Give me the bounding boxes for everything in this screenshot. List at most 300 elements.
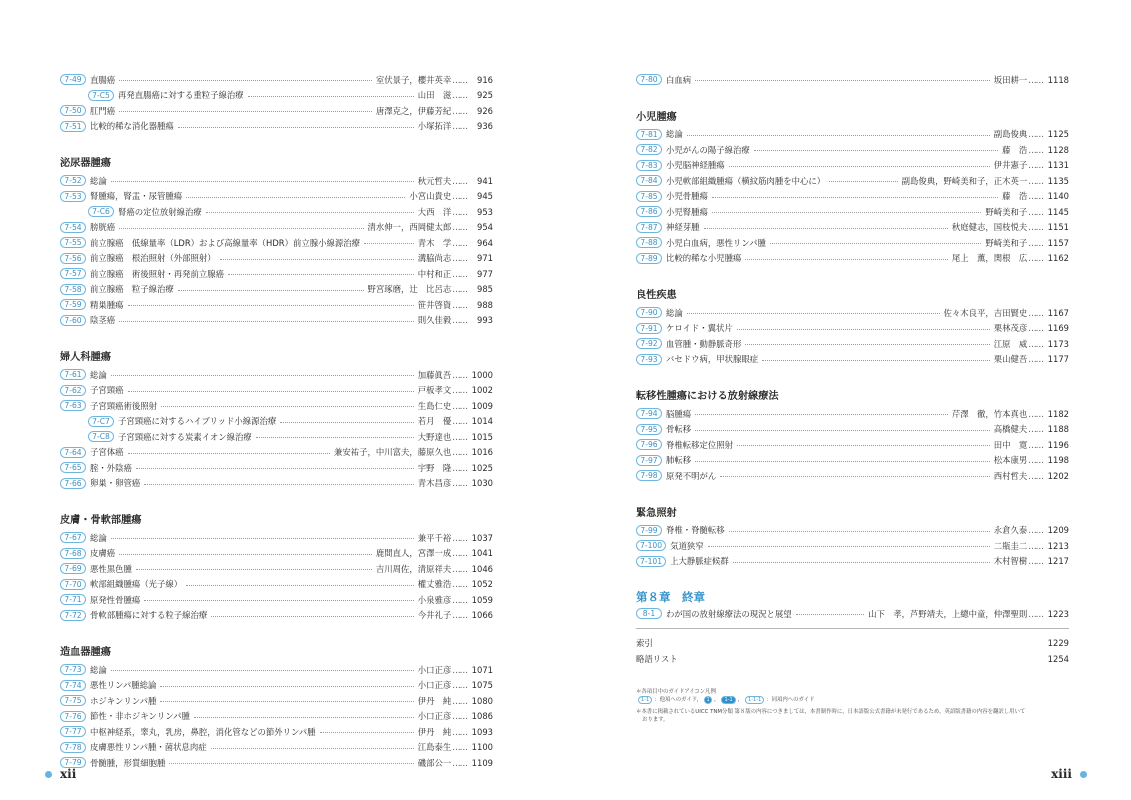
section-badge[interactable]: 7-C6	[88, 206, 114, 217]
icon-legend-notes	[636, 688, 1076, 724]
entry-title: 骨転移	[666, 424, 692, 435]
toc-entry[interactable]	[60, 251, 493, 267]
entry-page-number: 925	[477, 90, 493, 101]
toc-entry[interactable]	[636, 142, 1069, 158]
toc-entry[interactable]	[60, 103, 493, 119]
dot-leader	[160, 686, 413, 687]
toc-entry[interactable]	[636, 204, 1069, 220]
entry-authors: 兼安祐子，中川富夫，藤原久也	[334, 447, 452, 458]
section-badge[interactable]: 7-83	[636, 160, 662, 171]
section-badge[interactable]: 7-53	[60, 191, 86, 202]
entry-page-number: 971	[477, 253, 493, 264]
entry-authors: 室伏景子，櫻井英幸	[375, 74, 452, 85]
toc-section	[636, 506, 1069, 570]
dot-leader	[796, 614, 865, 615]
entry-page-number: 1014	[471, 416, 493, 427]
toc-entry[interactable]	[60, 740, 493, 756]
trailing-dots: ……	[452, 579, 467, 590]
entry-page-number: 1167	[1047, 307, 1069, 318]
section-badge[interactable]: 7-86	[636, 206, 662, 217]
entry-authors: 宇野 隆	[417, 462, 452, 473]
section-heading: 緊急照射	[636, 507, 677, 519]
trailing-dots: ……	[1028, 608, 1043, 619]
trailing-dots: ……	[452, 416, 467, 427]
entry-page-number: 1052	[471, 579, 493, 590]
trailing-dots: ……	[452, 105, 467, 116]
section-badge[interactable]: 7-80	[636, 74, 662, 85]
entry-title: 総論	[90, 532, 107, 543]
trailing-dots: ……	[452, 253, 467, 264]
section-badge[interactable]: 7-65	[60, 462, 86, 473]
trailing-dots: ……	[452, 369, 467, 380]
trailing-dots: ……	[452, 757, 467, 768]
toc-entry[interactable]	[636, 523, 1069, 539]
dot-leader	[770, 243, 981, 244]
section-badge[interactable]: 7-50	[60, 105, 86, 116]
entry-title: 肛門癌	[90, 105, 116, 116]
entry-page-number: 1009	[471, 400, 493, 411]
toc-entry[interactable]	[60, 173, 493, 189]
entry-page-number: 1177	[1047, 354, 1069, 365]
toc-entry[interactable]	[60, 383, 493, 399]
dot-leader	[220, 259, 414, 260]
entry-authors: 加藤眞吾	[417, 369, 452, 380]
entry-authors: 鹿間直人，宮澤一成	[375, 548, 452, 559]
toc-entry[interactable]	[636, 220, 1069, 236]
entry-authors: 今井礼子	[417, 610, 452, 621]
entry-title: 子宮頸癌に対するハイブリッド小線源治療	[118, 416, 277, 427]
section-badge[interactable]: 7-56	[60, 253, 86, 264]
entry-authors: 青木昌彦	[417, 478, 452, 489]
section-badge[interactable]: 7-51	[60, 121, 86, 132]
entry-authors: 秋庭健志，国枝悦夫	[951, 222, 1028, 233]
entry-page-number: 1025	[471, 462, 493, 473]
entry-page-number: 1202	[1047, 470, 1069, 481]
toc-entry[interactable]	[60, 313, 493, 329]
section-badge[interactable]: 7-49	[60, 74, 86, 85]
toc-entry[interactable]	[60, 445, 493, 461]
dot-leader	[729, 166, 990, 167]
entry-page-number: 1157	[1047, 237, 1069, 248]
entry-title: 卵巣・卵管癌	[90, 478, 141, 489]
dot-leader	[128, 305, 414, 306]
section-badge[interactable]: 7-74	[60, 680, 86, 691]
trailing-dots: ……	[452, 385, 467, 396]
entry-authors: 栗山健吾	[993, 354, 1028, 365]
entry-title: 小児腎腫瘍	[666, 206, 708, 217]
toc-section	[60, 513, 493, 623]
dot-leader	[128, 391, 414, 392]
section-badge[interactable]: 7-71	[60, 594, 86, 605]
entry-page-number: 1071	[471, 664, 493, 675]
section-badge[interactable]: 7-100	[636, 540, 666, 551]
toc-entry[interactable]	[636, 437, 1069, 453]
section-badge[interactable]: 7-93	[636, 354, 662, 365]
entry-page-number: 1198	[1047, 455, 1069, 466]
entry-authors: 若月 優	[417, 416, 452, 427]
entry-page-number: 1145	[1047, 206, 1069, 217]
toc-entry[interactable]	[636, 352, 1069, 368]
entry-page-number: 953	[477, 206, 493, 217]
section-heading: 泌尿器腫瘍	[60, 158, 111, 169]
toc-entry[interactable]	[60, 709, 493, 725]
section-badge[interactable]: 7-59	[60, 299, 86, 310]
section-badge[interactable]: 7-C7	[88, 416, 114, 427]
section-badge[interactable]: 7-64	[60, 447, 86, 458]
entry-authors: 權丈雅浩	[417, 579, 452, 590]
entry-authors: 芹澤 徹，竹本真也	[951, 408, 1028, 419]
section-badge[interactable]: 7-58	[60, 284, 86, 295]
trailing-dots: ……	[1028, 525, 1043, 536]
toc-entry[interactable]	[60, 429, 493, 445]
entry-authors: 松本康男	[993, 455, 1028, 466]
dot-leader	[695, 430, 990, 431]
toc-entry[interactable]	[636, 321, 1069, 337]
entry-page-number: 954	[477, 222, 493, 233]
toc-entry[interactable]	[60, 755, 493, 771]
entry-title: 比較的稀な消化器腫瘍	[90, 121, 174, 132]
toc-entry[interactable]	[636, 468, 1069, 484]
entry-authors: 小口正彦	[417, 711, 452, 722]
trailing-dots: ……	[1028, 556, 1043, 567]
dot-leader	[280, 422, 414, 423]
entry-authors: 大野達也	[417, 431, 452, 442]
section-badge[interactable]: 7-62	[60, 385, 86, 396]
toc-entry[interactable]	[60, 297, 493, 313]
section-badge[interactable]: 7-75	[60, 695, 86, 706]
section-badge[interactable]: 7-94	[636, 408, 662, 419]
toc-entry[interactable]	[60, 204, 493, 220]
entry-title: 肺転移	[666, 455, 692, 466]
entry-authors: 西村哲夫	[993, 470, 1028, 481]
trailing-dots: ……	[1028, 338, 1043, 349]
trailing-dots: ……	[1028, 354, 1043, 365]
toc-entry[interactable]	[636, 72, 1069, 88]
trailing-dots: ……	[1028, 540, 1043, 551]
entry-authors: 清水伸一，西岡健太郎	[367, 222, 452, 233]
section-badge[interactable]: 7-60	[60, 315, 86, 326]
entry-page-number: 1140	[1047, 191, 1069, 202]
trailing-dots: ……	[452, 695, 467, 706]
toc-section	[636, 288, 1069, 367]
section-badge[interactable]: 7-54	[60, 222, 86, 233]
entry-page-number: 941	[477, 175, 493, 186]
entry-authors: 則久佳毅	[417, 315, 452, 326]
entry-title: 再発直腸癌に対する重粒子線治療	[118, 90, 244, 101]
dot-leader	[144, 600, 414, 601]
back-matter-label: 略語リスト	[636, 653, 678, 664]
section-badge[interactable]: 7-77	[60, 726, 86, 737]
entry-page-number: 1066	[471, 610, 493, 621]
toc-section	[60, 350, 493, 491]
toc-entry[interactable]	[60, 561, 493, 577]
trailing-dots: ……	[1028, 424, 1043, 435]
toc-entry[interactable]	[636, 538, 1069, 554]
dot-leader	[136, 468, 414, 469]
toc-entry[interactable]	[60, 189, 493, 205]
trailing-dots: ……	[452, 664, 467, 675]
section-badge[interactable]: 7-66	[60, 478, 86, 489]
trailing-dots: ……	[1028, 237, 1043, 248]
section-heading: 転移性腫瘍における放射線療法	[636, 391, 779, 402]
section-badge[interactable]: 7-63	[60, 400, 86, 411]
toc-entry[interactable]	[60, 608, 493, 624]
entry-title: 小児がんの陽子線治療	[666, 144, 750, 155]
entry-title: わが国の放射線療法の現況と展望	[666, 608, 792, 619]
entry-authors: 小口正彦	[417, 664, 452, 675]
toc-entry[interactable]	[60, 577, 493, 593]
dot-leader	[186, 585, 414, 586]
section-badge[interactable]: 7-101	[636, 556, 666, 567]
entry-title: 前立腺癌 術後照射・再発前立腺癌	[90, 268, 224, 279]
toc-entry[interactable]	[60, 476, 493, 492]
toc-entry[interactable]	[60, 72, 493, 88]
trailing-dots: ……	[452, 726, 467, 737]
dot-leader	[111, 538, 414, 539]
entry-authors: 尾上 薫，関根 広	[951, 253, 1028, 264]
dot-leader	[754, 150, 998, 151]
toc-left-column	[60, 72, 493, 793]
toc-entry[interactable]	[636, 606, 1069, 622]
section-badge[interactable]: 7-69	[60, 563, 86, 574]
trailing-dots: ……	[452, 191, 467, 202]
entry-page-number: 1188	[1047, 424, 1069, 435]
dot-leader	[712, 212, 982, 213]
entry-authors: 藤 浩	[1002, 144, 1028, 155]
trailing-dots: ……	[1028, 455, 1043, 466]
toc-entry[interactable]	[60, 235, 493, 251]
toc-entry[interactable]	[636, 305, 1069, 321]
trailing-dots: ……	[452, 299, 467, 310]
section-badge[interactable]: 7-97	[636, 455, 662, 466]
section-badge[interactable]: 7-99	[636, 525, 662, 536]
trailing-dots: ……	[452, 711, 467, 722]
legend-badge-other: 1-1	[638, 696, 652, 704]
entry-page-number: 1037	[471, 532, 493, 543]
section-badge[interactable]: 7-76	[60, 711, 86, 722]
toc-entry[interactable]	[60, 724, 493, 740]
dot-leader	[128, 453, 331, 454]
section-badge[interactable]: 7-87	[636, 222, 662, 233]
toc-entry[interactable]	[60, 693, 493, 709]
entry-authors: 伊丹 純	[417, 726, 452, 737]
trailing-dots: ……	[452, 175, 467, 186]
dot-leader	[687, 313, 940, 314]
divider	[636, 628, 1069, 629]
section-heading: 小児腫瘍	[636, 111, 677, 123]
toc-section	[636, 110, 1069, 267]
trailing-dots: ……	[452, 462, 467, 473]
toc-entry[interactable]	[60, 282, 493, 298]
entry-title: 血管腫・動静脈奇形	[666, 338, 742, 349]
entry-page-number: 1182	[1047, 408, 1069, 419]
section-badge[interactable]: 7-90	[636, 307, 662, 318]
toc-entry[interactable]	[636, 189, 1069, 205]
toc-entry[interactable]	[60, 546, 493, 562]
section-badge[interactable]: 7-C8	[88, 431, 114, 442]
entry-page-number: 916	[477, 74, 493, 85]
entry-authors: 佐々木良平，吉田賢史	[943, 307, 1028, 318]
section-badge[interactable]: 8-1	[636, 608, 662, 619]
toc-entry[interactable]	[60, 220, 493, 236]
entry-title: 総論	[666, 129, 683, 140]
toc-entry[interactable]	[60, 398, 493, 414]
entry-title: 精巣腫瘍	[90, 299, 124, 310]
section-heading: 造血器腫瘍	[60, 647, 111, 658]
back-matter-label: 索引	[636, 638, 653, 649]
section-badge[interactable]: 7-79	[60, 757, 86, 768]
trailing-dots: ……	[1028, 160, 1043, 171]
toc-entry[interactable]	[636, 235, 1069, 251]
entry-authors: 副島俊典，野崎美和子，正木英一	[901, 175, 1028, 186]
entry-page-number: 1080	[471, 695, 493, 706]
entry-authors: 田中 寛	[993, 439, 1028, 450]
trailing-dots: ……	[452, 742, 467, 753]
toc-entry[interactable]	[636, 453, 1069, 469]
section-badge[interactable]: 7-57	[60, 268, 86, 279]
entry-page-number: 1209	[1047, 525, 1069, 536]
toc-entry[interactable]	[60, 592, 493, 608]
entry-title: 子宮頸癌	[90, 385, 124, 396]
entry-title: 皮膚悪性リンパ腫・菌状息肉症	[90, 742, 207, 753]
section-badge[interactable]: 7-88	[636, 237, 662, 248]
entry-authors: 小塚拓洋	[417, 121, 452, 132]
entry-title: 中枢神経系，睾丸，乳房，鼻腔，消化管などの節外リンパ腫	[90, 726, 316, 737]
entry-page-number: 1135	[1047, 175, 1069, 186]
dot-leader	[256, 437, 414, 438]
section-heading: 婦人科腫瘍	[60, 352, 111, 363]
section-badge[interactable]: 7-C5	[88, 90, 114, 101]
back-matter-entry[interactable]	[636, 651, 1069, 667]
entry-page-number: 1173	[1047, 338, 1069, 349]
legend-badge-circle: 1	[704, 696, 712, 704]
section-badge[interactable]: 7-78	[60, 742, 86, 753]
trailing-dots: ……	[452, 431, 467, 442]
section-badge[interactable]: 7-73	[60, 664, 86, 675]
toc-entry[interactable]	[636, 422, 1069, 438]
entry-title: 悪性リンパ腫総論	[90, 680, 157, 691]
toc-entry[interactable]	[60, 266, 493, 282]
section-badge[interactable]: 7-96	[636, 439, 662, 450]
entry-authors: 副島俊典	[993, 129, 1028, 140]
section-badge[interactable]: 7-98	[636, 470, 662, 481]
dot-leader	[144, 484, 414, 485]
entry-authors: 唐澤克之，伊藤芳紀	[375, 105, 452, 116]
back-matter-page: 1254	[1047, 653, 1069, 664]
folio-right-text: xiii	[1051, 767, 1072, 781]
toc-entry[interactable]	[636, 406, 1069, 422]
dot-leader	[248, 96, 414, 97]
section-badge[interactable]: 7-70	[60, 579, 86, 590]
disclaimer-line-1: ＊本書に掲載されているUICC TNM分類 第８版の内容につきましては，本書制作時に，日本語版公式書籍が未発行であるため，英語版書籍の内容を翻訳し用いて	[636, 709, 1026, 715]
toc-section	[60, 645, 493, 771]
section-badge[interactable]: 7-95	[636, 424, 662, 435]
toc-entry[interactable]	[60, 460, 493, 476]
folio-dot-icon	[45, 771, 52, 778]
entry-page-number: 1059	[471, 594, 493, 605]
toc-entry[interactable]	[636, 251, 1069, 267]
toc-right-column	[636, 72, 1069, 667]
entry-authors: 戸板孝文	[417, 385, 452, 396]
section-badge[interactable]: 7-89	[636, 253, 662, 264]
toc-section	[60, 72, 493, 134]
entry-title: 気道狭窄	[670, 540, 704, 551]
entry-title: バセドウ病，甲状腺眼症	[666, 354, 759, 365]
entry-page-number: 977	[477, 268, 493, 279]
entry-authors: 伊井憲子	[993, 160, 1028, 171]
toc-entry[interactable]	[60, 367, 493, 383]
entry-authors: 兼平千裕	[417, 532, 452, 543]
section-badge[interactable]: 7-55	[60, 237, 86, 248]
dot-leader	[733, 562, 990, 563]
entry-page-number: 964	[477, 237, 493, 248]
entry-page-number: 926	[477, 105, 493, 116]
entry-title: 前立腺癌 粒子線治療	[90, 284, 174, 295]
toc-entry[interactable]	[636, 554, 1069, 570]
section-heading: 良性疾患	[636, 290, 677, 301]
toc-entry[interactable]	[636, 127, 1069, 143]
entry-title: 脳腫瘍	[666, 408, 692, 419]
section-badge[interactable]: 7-92	[636, 338, 662, 349]
toc-entry[interactable]	[60, 88, 493, 104]
entry-page-number: 1169	[1047, 323, 1069, 334]
entry-page-number: 1086	[471, 711, 493, 722]
entry-title: 前立腺癌 根治照射（外部照射）	[90, 253, 216, 264]
section-badge[interactable]: 7-52	[60, 175, 86, 186]
entry-page-number: 1030	[471, 478, 493, 489]
toc-entry[interactable]	[60, 662, 493, 678]
section-badge[interactable]: 7-84	[636, 175, 662, 186]
entry-page-number: 1151	[1047, 222, 1069, 233]
trailing-dots: ……	[1028, 307, 1043, 318]
section-badge[interactable]: 7-72	[60, 610, 86, 621]
entry-authors: 坂田耕一	[993, 74, 1028, 85]
trailing-dots: ……	[452, 237, 467, 248]
entry-authors: 二瓶圭二	[993, 540, 1028, 551]
toc-section	[636, 389, 1069, 484]
toc-entry[interactable]	[60, 530, 493, 546]
entry-authors: 高橋健夫	[993, 424, 1028, 435]
toc-entry[interactable]	[636, 158, 1069, 174]
section-badge[interactable]: 7-81	[636, 129, 662, 140]
section-badge[interactable]: 7-68	[60, 548, 86, 559]
entry-title: 小児白血病，悪性リンパ腫	[666, 237, 766, 248]
entry-page-number: 1223	[1047, 608, 1069, 619]
toc-entry[interactable]	[636, 173, 1069, 189]
dot-leader	[160, 701, 413, 702]
toc-entry[interactable]	[60, 414, 493, 430]
section-badge[interactable]: 7-61	[60, 369, 86, 380]
section-badge[interactable]: 7-91	[636, 323, 662, 334]
trailing-dots: ……	[1028, 206, 1043, 217]
dot-leader	[119, 111, 372, 112]
dot-leader	[695, 414, 948, 415]
toc-entry[interactable]	[636, 336, 1069, 352]
entry-authors: 小口正彦	[417, 680, 452, 691]
entry-title: 脊椎・脊髄転移	[666, 525, 725, 536]
entry-title: 軟部組織腫瘍（光子線）	[90, 579, 183, 590]
back-matter-entry[interactable]	[636, 636, 1069, 652]
section-badge[interactable]: 7-82	[636, 144, 662, 155]
section-badge[interactable]: 7-67	[60, 532, 86, 543]
toc-entry[interactable]	[60, 678, 493, 694]
entry-title: 陰茎癌	[90, 315, 116, 326]
entry-page-number: 1217	[1047, 556, 1069, 567]
section-badge[interactable]: 7-85	[636, 191, 662, 202]
entry-title: 総論	[90, 664, 107, 675]
toc-entry[interactable]	[60, 119, 493, 135]
entry-authors: 山下 孝，芦野靖夫，上總中童，仲澤聖則	[868, 608, 1028, 619]
